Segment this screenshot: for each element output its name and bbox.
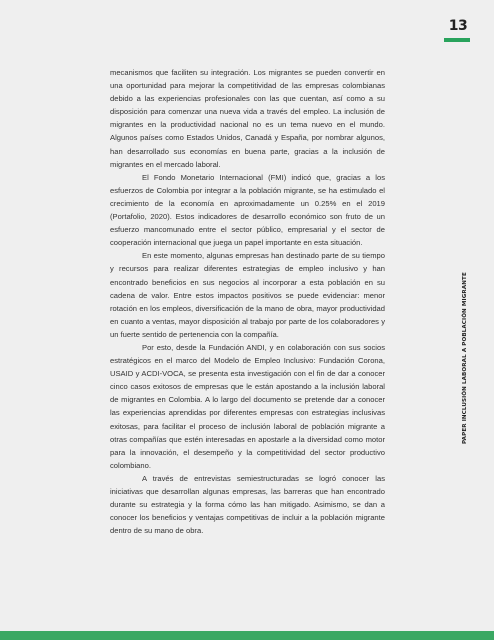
body-text [110, 66, 385, 537]
footer-bar [0, 631, 494, 640]
paragraph-5: A través de entrevistas semiestructuradas se logró conocer las iniciativas que desarrollan algunas empresas, las barreras que han encontrado durante su estrategia y la forma cómo las han mitigado. Asimismo, se dan a conocer los beneficios y ventajas competitivas de incluir a la población migrante dentro de su mano de obra. [110, 473, 385, 536]
paragraph-2: El Fondo Monetario Internacional (FMI) indicó que, gracias a los esfuerzos de Colombia por integrar a la población migrante, se ha estimulado el crecimiento de la economía en aproximadamente un 0.25% en el 2019 (Portafolio, 2020). Estos indicadores de desarrollo económico son fruto de un esfuerzo mancomunado entre el sector público, empresarial y el sector de cooperación internacional que juega un papel importante en esta situación. [110, 172, 385, 248]
page-number: 13 [448, 18, 468, 34]
page-number-underline [444, 38, 470, 42]
paragraph-4: Por esto, desde la Fundación ANDI, y en colaboración con sus socios estratégicos en el marco del Modelo de Empleo Inclusivo: Fundación Corona, USAID y ACDI-VOCA, se presenta esta investigación con el fin de dar a conocer cinco casos exitosos de empresas que le están apostando a la inclusión laboral de migrantes en Colombia. A lo largo del documento se pretende dar a conocer las experiencias aprendidas por diferentes empresas con estrategias inclusivas exitosas, para facilitar el proceso de inclusión laboral de población migrante a otras compañías que estén interesadas en apostarle a la diversidad como motor para la innovación, el desempeño y la competitividad del sector productivo colombiano. [110, 342, 385, 470]
paragraph-1: mecanismos que faciliten su integración. Los migrantes se pueden convertir en una oportunidad para mejorar la competitividad de las empresas colombianas debido a las experiencias profesionales con las que cuentan, así como a su disposición para comenzar una nueva vida a través del empleo. La inclusión de migrantes en la productividad nacional no es un tema nuevo en el mundo. Algunos países como Estados Unidos, Canadá y España, por nombrar algunos, han desarrollado sus economías en buena parte, gracias a la inclusión de migrantes en el mercado laboral. [110, 68, 385, 169]
side-section-label: PAPER INCLUSIÓN LABORAL A POBLACIÓN MIGRANTE [462, 272, 468, 444]
paragraph-3: En este momento, algunas empresas han destinado parte de su tiempo y recursos para realizar diferentes estrategias de empleo inclusivo y han encontrado beneficios en sus negocios al incorporar a esta población en su cadena de valor. Entre estos impactos positivos se puede evidenciar: menor rotación en los empleos, diversificación de la mano de obra, mayor productividad en cuanto a ventas, mayor disposición al trabajo por parte de los colaboradores y un fuerte sentido de pertenencia con la compañía. [110, 251, 385, 339]
